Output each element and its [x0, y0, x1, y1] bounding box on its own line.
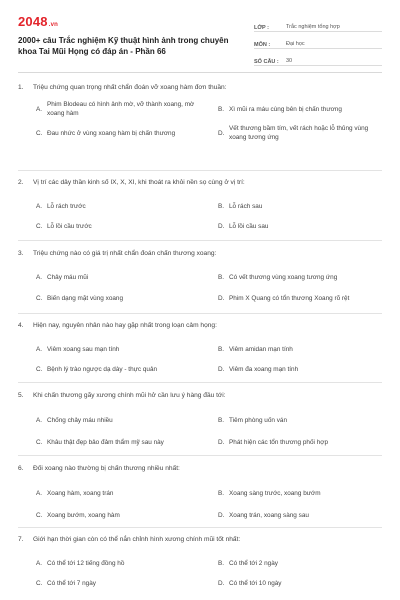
answer-options [18, 196, 382, 236]
question-text [18, 83, 382, 92]
answer-option-a[interactable] [18, 339, 200, 359]
answer-option-a[interactable] [18, 409, 200, 431]
question-stem: Vị trí các dây thần kinh số IX, X, XI, khi thoát ra khỏi nền sọ cùng ở vị trí: [33, 179, 245, 186]
answer-option-d[interactable] [200, 216, 382, 236]
answer-option-c[interactable] [18, 120, 200, 146]
option-letter: D. [218, 579, 225, 587]
answer-option-c[interactable] [18, 359, 200, 379]
answer-option-a[interactable] [18, 98, 200, 120]
question-text [18, 464, 382, 473]
question-stem: Giới hạn thời gian còn có thể nắn chỉnh hình xương chính mũi tốt nhất: [33, 536, 241, 543]
option-text: Xoang trán, xoang sàng sau [229, 511, 309, 519]
logo-main: 2048 [18, 14, 48, 29]
site-logo[interactable] [18, 14, 248, 29]
answer-option-b[interactable] [200, 98, 382, 120]
document-title: 2000+ câu Trắc nghiệm Kỹ thuật hình ảnh trong chuyên khoa Tai Mũi Họng có đáp án - Phần 66 [18, 36, 229, 56]
option-letter: D. [218, 511, 225, 519]
option-letter: C. [36, 365, 43, 373]
option-text: Có thể tới 10 ngày [229, 579, 282, 587]
option-text: Viêm đa xoang mạn tính [229, 365, 299, 373]
meta-box [254, 14, 382, 72]
question-number: 7. [18, 536, 24, 543]
answer-option-d[interactable] [200, 504, 382, 526]
meta-row-count [254, 51, 382, 66]
option-letter: B. [218, 345, 225, 353]
answer-option-b[interactable] [200, 409, 382, 431]
option-text: Xoang hàm, xoang trán [47, 489, 114, 497]
answer-option-b[interactable] [200, 553, 382, 573]
option-text: Phát hiện các tổn thương phối hợp [229, 438, 328, 446]
option-letter: B. [218, 274, 225, 281]
answer-options [18, 409, 382, 453]
answer-option-d[interactable] [200, 120, 382, 146]
meta-label: SỐ CÂU : [254, 59, 279, 65]
option-text: Vết thương bầm tím, vết rách hoặc lỗ thủng vùng xoang tương ứng [229, 125, 369, 141]
question-text [18, 391, 382, 400]
answer-options [18, 339, 382, 379]
meta-value: Đại học [286, 41, 305, 47]
question-text [18, 249, 382, 258]
question-stem: Hiện nay, nguyên nhân nào hay gặp nhất trong loạn cảm họng: [33, 322, 217, 329]
logo-suffix: .vn [48, 22, 59, 28]
answer-option-c[interactable] [18, 288, 200, 309]
question-number: 1. [18, 84, 24, 91]
question-text [18, 321, 382, 330]
meta-row-subject [254, 34, 382, 49]
meta-value: 30 [286, 58, 293, 64]
answer-option-d[interactable] [200, 431, 382, 453]
answer-option-d[interactable] [200, 573, 382, 593]
option-letter: B. [218, 416, 225, 424]
option-text: Chảy máu mũi [47, 274, 89, 281]
option-letter: B. [218, 559, 225, 567]
question-stem: Đối xoang nào thường bị chấn thương nhiều nhất: [33, 465, 180, 472]
answer-option-a[interactable] [18, 267, 200, 288]
option-letter: C. [36, 129, 43, 137]
option-text: Bệnh lý trào ngược dạ dày - thực quản [47, 365, 158, 373]
option-letter: B. [218, 489, 225, 497]
answer-option-d[interactable] [200, 359, 382, 379]
option-text: Có thể tới 7 ngày [47, 579, 96, 587]
question-text [18, 178, 382, 187]
option-letter: D. [218, 438, 225, 446]
question-text [18, 535, 382, 544]
option-text: Có vết thương vùng xoang tương ứng [229, 274, 338, 281]
option-text: Xì mũi ra máu cùng bên bị chấn thương [229, 105, 342, 113]
header-divider [18, 72, 382, 73]
question-stem: Khi chấn thương gãy xương chính mũi hở cần lưu ý hàng đầu tới: [33, 392, 226, 399]
option-letter: A. [36, 489, 43, 497]
meta-label: MÔN : [254, 42, 271, 48]
meta-label: LỚP : [254, 25, 269, 31]
answer-option-d[interactable] [200, 288, 382, 309]
answer-option-b[interactable] [200, 267, 382, 288]
option-letter: A. [36, 559, 43, 567]
option-text: Chống chảy máu nhiều [47, 416, 113, 424]
question-stem: Triệu chứng nào có giá trị nhất chẩn đoán chấn thương xoang: [33, 250, 217, 257]
question-number: 5. [18, 392, 24, 399]
option-letter: D. [218, 365, 225, 373]
option-letter: C. [36, 511, 43, 519]
answer-options [18, 553, 382, 593]
answer-option-c[interactable] [18, 431, 200, 453]
answer-options [18, 267, 382, 309]
question-number: 6. [18, 465, 24, 472]
option-letter: D. [218, 222, 225, 230]
answer-option-a[interactable] [18, 482, 200, 504]
option-letter: D. [218, 295, 225, 302]
option-text: Phim Blodeau có hình ảnh mờ, vỡ thành xoang, mờ xoang hàm [47, 101, 195, 117]
answer-options [18, 98, 382, 146]
meta-row-class [254, 17, 382, 32]
option-letter: B. [218, 202, 225, 210]
question-1 [18, 83, 382, 146]
option-letter: C. [36, 222, 43, 230]
option-letter: C. [36, 579, 43, 587]
option-text: Viêm amidan mạn tính [229, 345, 293, 353]
question-3 [18, 249, 382, 309]
answer-options [18, 482, 382, 526]
question-number: 4. [18, 322, 24, 329]
question-6 [18, 464, 382, 526]
answer-option-a[interactable] [18, 553, 200, 573]
answer-option-b[interactable] [200, 482, 382, 504]
option-text: Lỗ lồi cầu trước [47, 222, 92, 230]
option-text: Lỗ lồi cầu sau [229, 222, 269, 230]
question-stem: Triệu chứng quan trọng nhất chẩn đoán vỡ xoang hàm đơn thuần: [33, 84, 227, 91]
meta-value: Trắc nghiệm tổng hợp [286, 24, 340, 30]
answer-option-a[interactable] [18, 196, 200, 216]
page-header [18, 0, 382, 72]
answer-option-b[interactable] [200, 196, 382, 216]
option-text: Tiêm phòng uốn ván [229, 416, 288, 424]
answer-option-c[interactable] [18, 216, 200, 236]
question-separator [18, 240, 382, 241]
option-letter: A. [36, 274, 43, 281]
question-separator [18, 455, 382, 456]
question-separator [18, 382, 382, 383]
option-text: Phim X Quang có tổn thương Xoang rõ rệt [229, 295, 350, 302]
option-letter: A. [36, 345, 43, 353]
option-text: Khâu thật đẹp bảo đảm thẩm mỹ sau này [47, 438, 164, 446]
question-number: 2. [18, 179, 24, 186]
option-letter: D. [218, 129, 225, 137]
option-letter: B. [218, 105, 225, 113]
question-number: 3. [18, 250, 24, 257]
question-5 [18, 391, 382, 453]
option-text: Có thể tới 2 ngày [229, 559, 278, 567]
question-separator [18, 170, 382, 171]
option-text: Viêm xoang sau mạn tính [47, 345, 120, 353]
question-2 [18, 178, 382, 236]
question-separator [18, 527, 382, 528]
option-text: Lỗ rách sau [229, 202, 263, 210]
option-letter: A. [36, 202, 43, 210]
answer-option-b[interactable] [200, 339, 382, 359]
option-letter: C. [36, 438, 43, 446]
option-letter: A. [36, 105, 43, 113]
answer-option-c[interactable] [18, 573, 200, 593]
option-text: Xoang sàng trước, xoang bướm [229, 489, 321, 497]
header-left [18, 14, 248, 72]
option-text: Đau nhức ở vùng xoang hàm bị chấn thương [47, 129, 176, 137]
question-separator [18, 313, 382, 314]
answer-option-c[interactable] [18, 504, 200, 526]
question-7 [18, 535, 382, 593]
option-text: Lỗ rách trước [47, 202, 86, 210]
option-text: Xoang bướm, xoang hàm [47, 511, 120, 519]
question-4 [18, 321, 382, 379]
option-letter: A. [36, 416, 43, 424]
option-text: Có thể tới 12 tiếng đồng hồ [47, 559, 125, 567]
option-letter: C. [36, 295, 43, 302]
option-text: Biến dạng mặt vùng xoang [47, 295, 124, 302]
